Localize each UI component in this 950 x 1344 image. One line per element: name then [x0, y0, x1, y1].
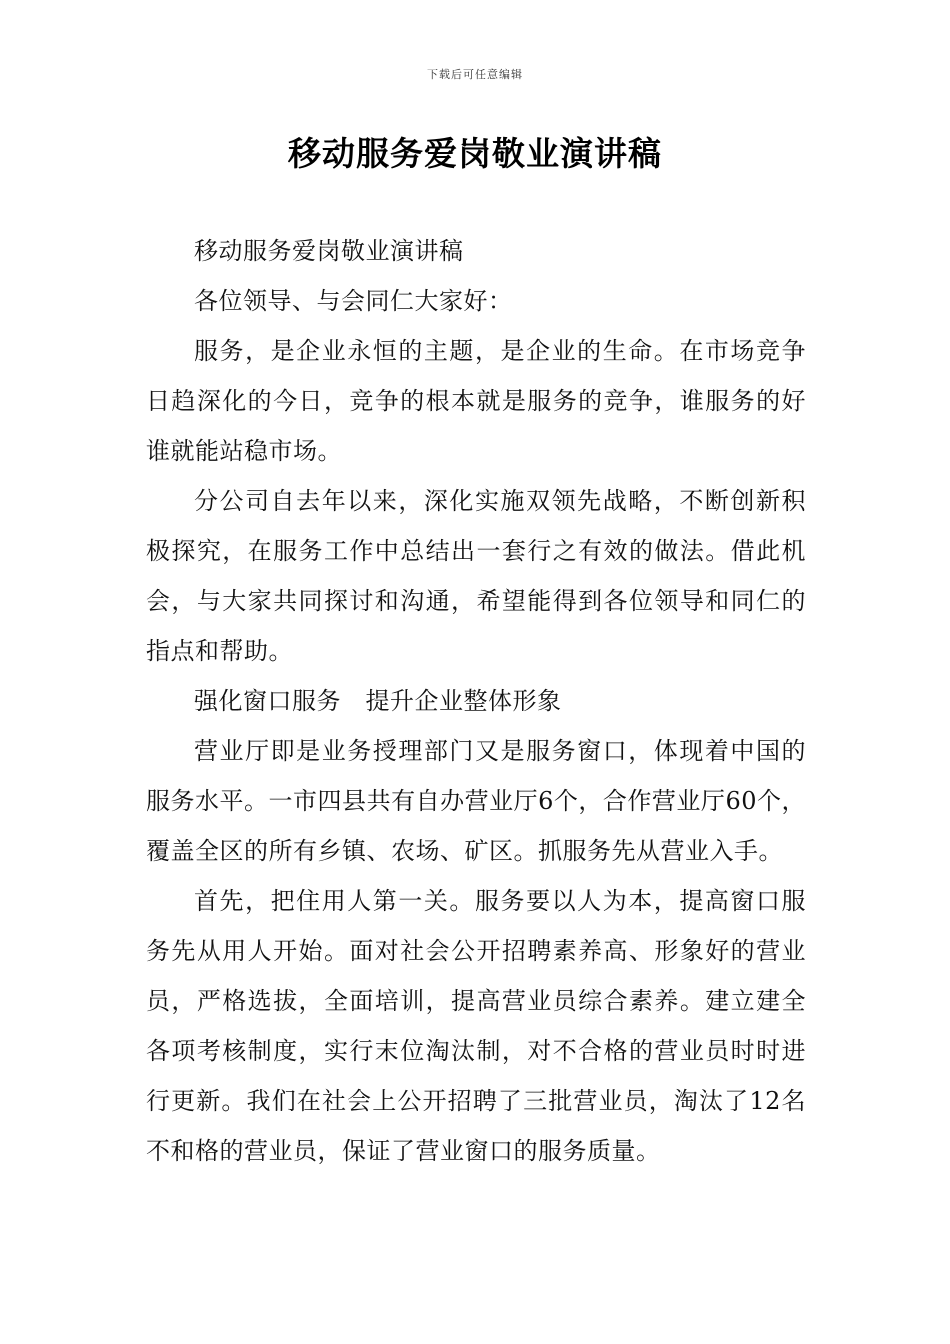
paragraph: 分公司自去年以来，深化实施双领先战略，不断创新积极探究，在服务工作中总结出一套行之有效的做法。借此机会，与大家共同探讨和沟通，希望能得到各位领导和同仁的指点和帮助。: [146, 487, 806, 665]
paragraph: 首先，把住用人第一关。服务要以人为本，提高窗口服务先从用人开始。面对社会公开招聘素养高、形象好的营业员，严格选拔，全面培训，提高营业员综合素养。建立建全各项考核制度，实行末位淘汰制，对不合格的营业员时时进行更新。我们在社会上公开招聘了三批营业员，淘汰了12名不和格的营业员，保证了营业窗口的服务质量。: [146, 887, 806, 1165]
paragraph-subtitle: 移动服务爱岗敬业演讲稿: [194, 237, 464, 265]
paragraph-greeting: 各位领导、与会同仁大家好：: [194, 287, 513, 315]
section-heading: 强化窗口服务 提升企业整体形象: [194, 687, 562, 715]
header-note: 下载后可任意编辑: [427, 68, 523, 81]
paragraph: 服务，是企业永恒的主题，是企业的生命。在市场竞争日趋深化的今日，竞争的根本就是服务的竞争，谁服务的好谁就能站稳市场。: [146, 337, 806, 465]
paragraph: 营业厅即是业务授理部门又是服务窗口，体现着中国的服务水平。一市四县共有自办营业厅6个，合作营业厅60个，覆盖全区的所有乡镇、农场、矿区。抓服务先从营业入手。: [146, 737, 806, 865]
document-title: 移动服务爱岗敬业演讲稿: [288, 134, 662, 173]
document-body: [146, 226, 806, 1176]
